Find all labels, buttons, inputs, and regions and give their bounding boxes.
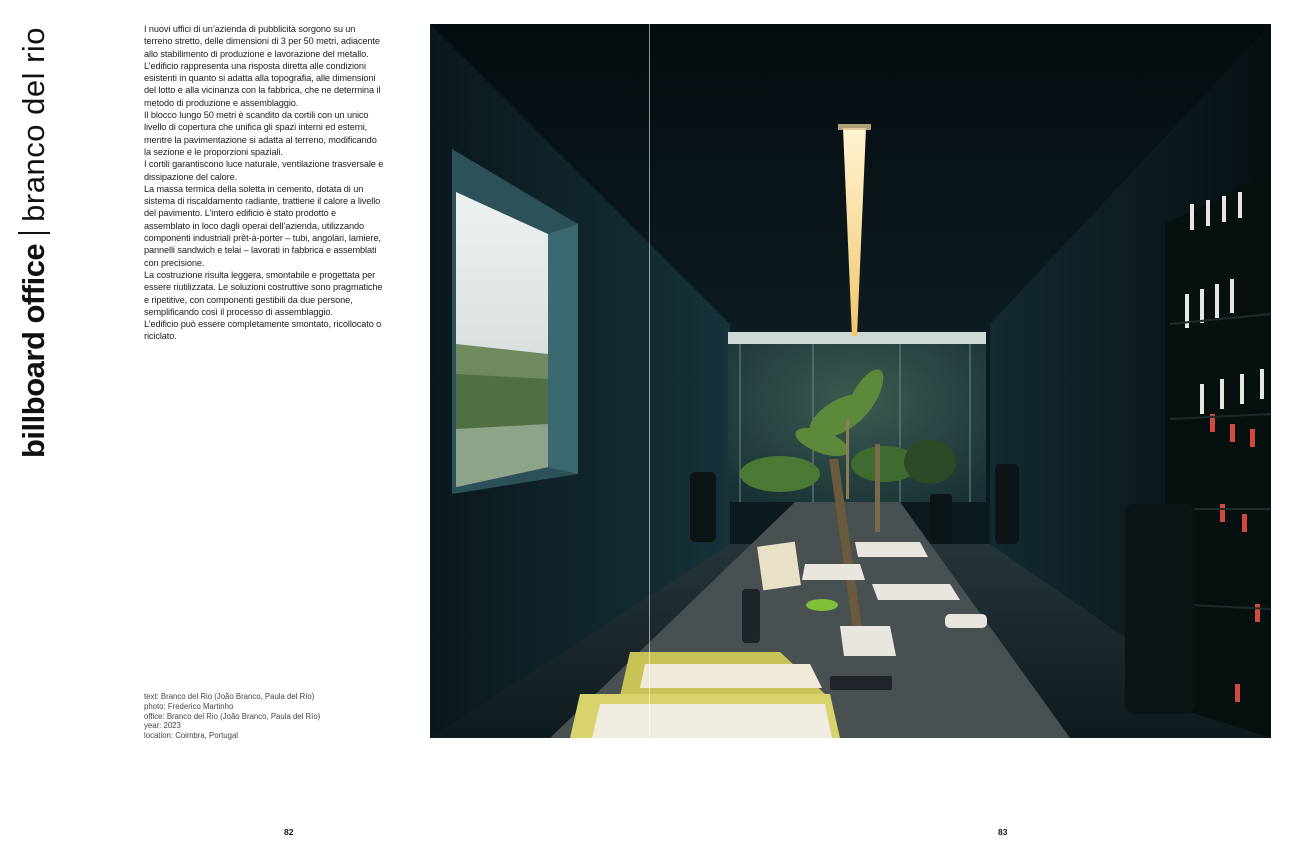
article-body: [144, 23, 384, 343]
project-title: billboard office: [16, 243, 51, 458]
architect-title: branco del rio: [16, 26, 51, 222]
body-paragraph: L’edificio può essere completamente smontato, ricollocato o riciclato.: [144, 319, 382, 342]
page-number-right: 83: [998, 827, 1008, 837]
credit-photo: photo: Frederico Martinho: [144, 701, 234, 711]
title-separator: [18, 232, 50, 234]
credit-text: text: Branco del Rio (João Branco, Paula del Río): [144, 692, 315, 701]
credit-location: location: Coimbra, Portugal: [144, 731, 239, 741]
gutter-line: [649, 24, 650, 738]
photo-illustration: [430, 24, 1271, 738]
body-paragraph: I nuovi uffici di un’azienda di pubblicità sorgono su un terreno stretto, delle dimensioni di 3 per 50 metri, adiacente allo stabilimento di produzione e lavorazione del metallo.: [144, 24, 380, 59]
credit-office: office: Branco del Rio (João Branco, Paula del Río): [144, 711, 321, 721]
body-paragraph: Il blocco lungo 50 metri è scandito da cortili con un unico livello di copertura che unifica gli spazi interni ed esterni, mentre la pavimentazione si adatta al terreno, modificando la sezione e le proporzioni spaziali.: [144, 110, 377, 157]
body-paragraph: La costruzione risulta leggera, smontabile e progettata per essere riutilizzata. Le soluzioni costruttive sono pragmatiche e ripetitive, con componenti gestibili da due persone, semplificando così il processo di assemblaggio.: [144, 269, 383, 317]
page-number-left: 82: [284, 827, 294, 837]
credit-year: year: 2023: [144, 721, 181, 731]
credits-block: [144, 692, 384, 741]
office-interior-photo: [430, 24, 1271, 738]
body-paragraph: La massa termica della soletta in cemento, dotata di un sistema di riscaldamento radiante, trattiene il calore a livello del pavimento. L’intero edificio è stato prodotto e assemblato in loco dagli operai dell’azienda, utilizzando componenti industriali prêt-à-porter – tubi, angolari, lamiere, pannelli sandwich e telai – lavorati in fabbrica e assemblati con precisione.: [144, 183, 381, 268]
body-paragraph: L’edificio rappresenta una risposta diretta alle condizioni esistenti in quanto si adatta alla topografia, alle dimensioni del lotto e alla vicinanza con la fabbrica, che ne determina il metodo di produzione e assemblaggio.: [144, 60, 381, 108]
vertical-title: [16, 27, 52, 458]
body-paragraph: I cortili garantiscono luce naturale, ventilazione trasversale e dissipazione del calore.: [144, 159, 384, 182]
